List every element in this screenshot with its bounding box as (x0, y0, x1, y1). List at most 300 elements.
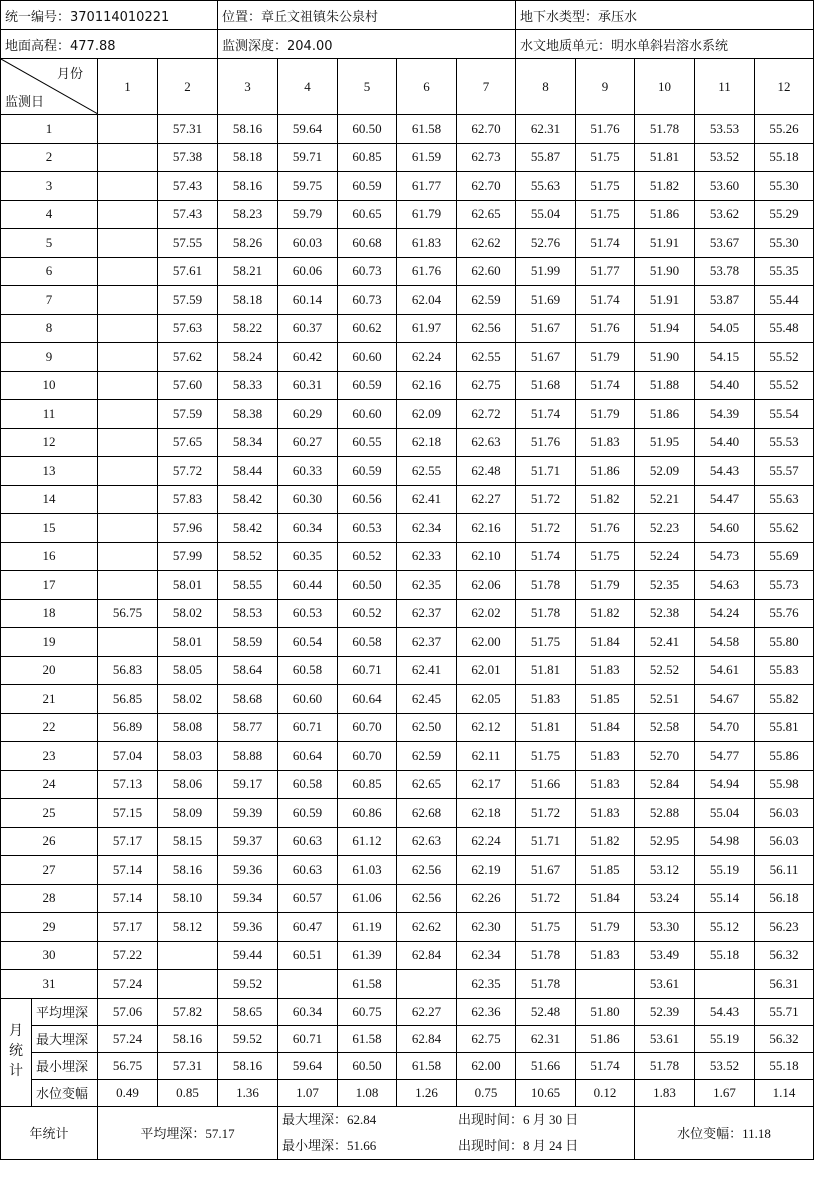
depth-cell: 58.52 (218, 542, 278, 571)
depth-cell: 62.19 (457, 856, 516, 885)
depth-cell: 62.70 (457, 115, 516, 144)
depth-cell: 58.10 (158, 884, 218, 913)
depth-cell: 62.30 (457, 913, 516, 942)
monthly-stat-group-char: 月 (9, 1024, 23, 1039)
depth-cell: 59.44 (218, 941, 278, 970)
depth-cell: 51.76 (576, 115, 635, 144)
depth-cell: 60.30 (278, 485, 338, 514)
depth-cell (98, 229, 158, 258)
table-row (1, 172, 814, 201)
depth-cell: 58.05 (158, 656, 218, 685)
depth-cell: 51.74 (576, 229, 635, 258)
stat-cell: 1.67 (695, 1079, 755, 1106)
depth-cell (98, 428, 158, 457)
depth-cell: 58.23 (218, 200, 278, 229)
depth-cell: 62.56 (397, 856, 457, 885)
depth-cell: 57.72 (158, 457, 218, 486)
stat-cell: 62.75 (457, 1025, 516, 1052)
depth-cell: 51.74 (516, 542, 576, 571)
depth-cell: 62.24 (457, 827, 516, 856)
depth-cell: 60.37 (278, 314, 338, 343)
depth-cell: 60.71 (338, 656, 397, 685)
depth-cell: 55.86 (755, 742, 814, 771)
depth-cell: 53.78 (695, 257, 755, 286)
table-row (1, 428, 814, 457)
depth-cell: 62.16 (457, 514, 516, 543)
depth-cell: 57.31 (158, 115, 218, 144)
month-header: 3 (218, 59, 278, 115)
depth-cell: 62.11 (457, 742, 516, 771)
depth-cell: 54.94 (695, 770, 755, 799)
depth-cell: 57.43 (158, 172, 218, 201)
depth-cell: 51.84 (576, 628, 635, 657)
depth-cell: 56.11 (755, 856, 814, 885)
stat-cell: 60.50 (338, 1052, 397, 1079)
depth-cell: 58.44 (218, 457, 278, 486)
depth-cell: 51.79 (576, 913, 635, 942)
depth-cell: 60.64 (278, 742, 338, 771)
table-row (1, 542, 814, 571)
depth-cell: 62.63 (397, 827, 457, 856)
day-label: 29 (1, 913, 98, 942)
depth-cell: 55.04 (695, 799, 755, 828)
depth-cell: 51.75 (576, 542, 635, 571)
depth-cell: 61.97 (397, 314, 457, 343)
depth-cell: 54.98 (695, 827, 755, 856)
depth-cell: 58.18 (218, 143, 278, 172)
depth-cell: 62.37 (397, 599, 457, 628)
stat-cell: 57.24 (98, 1025, 158, 1052)
depth-cell (98, 314, 158, 343)
depth-cell: 51.76 (576, 514, 635, 543)
depth-cell: 51.81 (516, 656, 576, 685)
depth-cell: 60.57 (278, 884, 338, 913)
stat-cell: 59.52 (218, 1025, 278, 1052)
depth-cell: 61.03 (338, 856, 397, 885)
depth-cell: 51.79 (576, 343, 635, 372)
depth-cell: 62.50 (397, 713, 457, 742)
depth-cell: 53.53 (695, 115, 755, 144)
depth-cell: 51.81 (635, 143, 695, 172)
depth-cell: 51.67 (516, 314, 576, 343)
depth-cell: 59.64 (278, 115, 338, 144)
depth-cell: 60.65 (338, 200, 397, 229)
day-label: 26 (1, 827, 98, 856)
month-header: 9 (576, 59, 635, 115)
depth-cell: 51.86 (635, 400, 695, 429)
depth-cell: 51.88 (635, 371, 695, 400)
depth-cell: 51.67 (516, 343, 576, 372)
depth-cell: 62.56 (457, 314, 516, 343)
depth-cell: 62.34 (397, 514, 457, 543)
table-row (1, 770, 814, 799)
depth-cell: 52.95 (635, 827, 695, 856)
depth-cell: 52.24 (635, 542, 695, 571)
depth-cell: 55.54 (755, 400, 814, 429)
depth-cell: 57.62 (158, 343, 218, 372)
depth-cell: 56.89 (98, 713, 158, 742)
depth-cell: 62.59 (397, 742, 457, 771)
depth-cell: 62.33 (397, 542, 457, 571)
depth-cell: 57.63 (158, 314, 218, 343)
depth-cell: 57.22 (98, 941, 158, 970)
depth-cell: 62.35 (397, 571, 457, 600)
depth-cell: 62.18 (397, 428, 457, 457)
depth-cell: 51.83 (576, 799, 635, 828)
month-header: 5 (338, 59, 397, 115)
yearly-range: 水位变幅：11.18 (635, 1106, 814, 1159)
yearly-max-depth: 最大埋深：62.84 (282, 1111, 377, 1127)
depth-cell: 61.77 (397, 172, 457, 201)
depth-cell: 58.33 (218, 371, 278, 400)
depth-cell: 62.65 (397, 770, 457, 799)
depth-cell: 62.16 (397, 371, 457, 400)
yearly-max-time: 出现时间：6 月 30 日 (458, 1111, 579, 1127)
stat-cell: 58.16 (218, 1052, 278, 1079)
depth-cell: 58.12 (158, 913, 218, 942)
day-label: 17 (1, 571, 98, 600)
depth-cell: 61.83 (397, 229, 457, 258)
depth-cell: 52.09 (635, 457, 695, 486)
monthly-stat-group-label (1, 998, 32, 1106)
depth-cell: 62.41 (397, 656, 457, 685)
depth-cell: 51.77 (576, 257, 635, 286)
day-label: 9 (1, 343, 98, 372)
depth-cell: 62.37 (397, 628, 457, 657)
depth-cell: 55.81 (755, 713, 814, 742)
depth-cell (98, 457, 158, 486)
depth-cell (576, 970, 635, 999)
depth-cell (98, 571, 158, 600)
depth-cell: 57.38 (158, 143, 218, 172)
depth-cell: 62.04 (397, 286, 457, 315)
stat-cell: 58.65 (218, 998, 278, 1025)
depth-cell: 51.82 (635, 172, 695, 201)
yearly-min-time: 出现时间：8 月 24 日 (458, 1137, 579, 1153)
depth-cell: 53.87 (695, 286, 755, 315)
yearly-min-depth: 最小埋深：51.66 (282, 1137, 377, 1153)
depth-cell: 51.82 (576, 485, 635, 514)
depth-cell: 58.26 (218, 229, 278, 258)
month-header: 6 (397, 59, 457, 115)
table-row (1, 713, 814, 742)
depth-cell: 61.19 (338, 913, 397, 942)
depth-cell: 58.16 (218, 115, 278, 144)
depth-cell: 52.38 (635, 599, 695, 628)
depth-cell: 51.78 (516, 970, 576, 999)
depth-cell: 52.88 (635, 799, 695, 828)
day-label: 13 (1, 457, 98, 486)
depth-cell: 60.53 (278, 599, 338, 628)
depth-cell: 51.83 (516, 685, 576, 714)
day-label: 16 (1, 542, 98, 571)
depth-cell: 51.84 (576, 884, 635, 913)
stat-cell: 1.07 (278, 1079, 338, 1106)
depth-cell: 60.64 (338, 685, 397, 714)
table-row (1, 257, 814, 286)
table-row (1, 115, 814, 144)
depth-cell: 56.18 (755, 884, 814, 913)
month-header: 4 (278, 59, 338, 115)
depth-cell: 51.78 (635, 115, 695, 144)
depth-cell: 62.63 (457, 428, 516, 457)
depth-cell: 59.39 (218, 799, 278, 828)
depth-cell: 59.17 (218, 770, 278, 799)
stat-cell: 10.65 (516, 1079, 576, 1106)
day-label: 27 (1, 856, 98, 885)
depth-cell: 60.63 (278, 856, 338, 885)
depth-cell: 53.60 (695, 172, 755, 201)
depth-cell (98, 115, 158, 144)
depth-cell: 59.34 (218, 884, 278, 913)
depth-cell: 55.35 (755, 257, 814, 286)
depth-cell (158, 941, 218, 970)
depth-cell: 62.10 (457, 542, 516, 571)
depth-cell: 58.06 (158, 770, 218, 799)
depth-cell: 51.76 (516, 428, 576, 457)
depth-cell: 60.50 (338, 115, 397, 144)
depth-cell (278, 970, 338, 999)
depth-cell: 52.52 (635, 656, 695, 685)
depth-cell: 55.80 (755, 628, 814, 657)
yearly-max-line (282, 1107, 634, 1133)
depth-cell: 60.85 (338, 143, 397, 172)
hydrogeologic-unit: 水文地质单元：明水单斜岩溶水系统 (516, 30, 814, 59)
depth-cell: 62.62 (457, 229, 516, 258)
depth-cell: 59.36 (218, 856, 278, 885)
depth-cell: 57.99 (158, 542, 218, 571)
depth-cell: 62.35 (457, 970, 516, 999)
depth-cell: 59.75 (278, 172, 338, 201)
depth-cell: 57.65 (158, 428, 218, 457)
depth-cell: 55.69 (755, 542, 814, 571)
depth-cell: 62.05 (457, 685, 516, 714)
depth-cell: 51.75 (576, 143, 635, 172)
stat-cell: 60.34 (278, 998, 338, 1025)
stat-cell: 51.78 (635, 1052, 695, 1079)
stat-cell: 60.71 (278, 1025, 338, 1052)
table-row (1, 884, 814, 913)
depth-cell: 62.01 (457, 656, 516, 685)
table-row (1, 856, 814, 885)
monthly-stat-row (1, 998, 814, 1025)
depth-cell: 55.52 (755, 343, 814, 372)
corner-month-label: 月份 (56, 66, 83, 81)
table-row (1, 400, 814, 429)
depth-cell: 52.21 (635, 485, 695, 514)
depth-cell: 62.60 (457, 257, 516, 286)
table-row (1, 286, 814, 315)
depth-cell: 57.13 (98, 770, 158, 799)
month-header: 7 (457, 59, 516, 115)
depth-cell: 51.74 (576, 371, 635, 400)
depth-cell: 60.44 (278, 571, 338, 600)
table-row (1, 827, 814, 856)
depth-cell: 60.52 (338, 542, 397, 571)
depth-cell: 62.68 (397, 799, 457, 828)
depth-cell: 55.44 (755, 286, 814, 315)
depth-cell: 55.14 (695, 884, 755, 913)
table-row (1, 371, 814, 400)
monthly-stat-group-char: 计 (9, 1064, 23, 1079)
depth-cell: 51.84 (576, 713, 635, 742)
depth-cell: 58.02 (158, 599, 218, 628)
depth-cell: 51.67 (516, 856, 576, 885)
depth-cell (98, 400, 158, 429)
depth-cell: 62.02 (457, 599, 516, 628)
depth-cell: 60.35 (278, 542, 338, 571)
depth-cell: 60.27 (278, 428, 338, 457)
yearly-avg-depth: 平均埋深：57.17 (98, 1106, 278, 1159)
depth-cell: 55.30 (755, 172, 814, 201)
depth-cell: 53.62 (695, 200, 755, 229)
depth-cell: 57.17 (98, 827, 158, 856)
depth-cell: 57.17 (98, 913, 158, 942)
depth-cell: 51.72 (516, 485, 576, 514)
depth-cell: 58.68 (218, 685, 278, 714)
depth-cell: 53.67 (695, 229, 755, 258)
day-label: 20 (1, 656, 98, 685)
depth-cell: 61.59 (397, 143, 457, 172)
stat-cell: 51.86 (576, 1025, 635, 1052)
depth-cell: 55.53 (755, 428, 814, 457)
depth-cell: 51.86 (576, 457, 635, 486)
depth-cell: 51.85 (576, 685, 635, 714)
table-row (1, 485, 814, 514)
month-header: 10 (635, 59, 695, 115)
stat-cell: 57.31 (158, 1052, 218, 1079)
depth-cell: 56.32 (755, 941, 814, 970)
depth-cell (98, 485, 158, 514)
stat-cell: 53.52 (695, 1052, 755, 1079)
depth-cell: 52.76 (516, 229, 576, 258)
depth-cell: 55.76 (755, 599, 814, 628)
day-label: 19 (1, 628, 98, 657)
depth-cell: 57.24 (98, 970, 158, 999)
depth-cell: 61.58 (338, 970, 397, 999)
depth-cell: 57.59 (158, 286, 218, 315)
depth-cell: 62.09 (397, 400, 457, 429)
depth-cell: 60.50 (338, 571, 397, 600)
table-row (1, 571, 814, 600)
day-label: 15 (1, 514, 98, 543)
depth-cell: 57.55 (158, 229, 218, 258)
depth-cell: 51.91 (635, 229, 695, 258)
depth-cell: 55.29 (755, 200, 814, 229)
yearly-label: 年统计 (1, 1106, 98, 1159)
depth-cell: 59.71 (278, 143, 338, 172)
depth-cell: 54.39 (695, 400, 755, 429)
depth-cell: 58.03 (158, 742, 218, 771)
day-label: 28 (1, 884, 98, 913)
month-header: 8 (516, 59, 576, 115)
depth-cell (98, 542, 158, 571)
depth-cell (98, 286, 158, 315)
depth-cell: 60.03 (278, 229, 338, 258)
depth-cell: 58.18 (218, 286, 278, 315)
stat-cell: 55.71 (755, 998, 814, 1025)
depth-cell: 52.23 (635, 514, 695, 543)
depth-cell: 51.75 (516, 742, 576, 771)
depth-cell: 62.55 (457, 343, 516, 372)
depth-cell: 51.99 (516, 257, 576, 286)
depth-cell: 62.06 (457, 571, 516, 600)
stat-cell: 1.83 (635, 1079, 695, 1106)
depth-cell: 56.03 (755, 827, 814, 856)
depth-cell: 53.52 (695, 143, 755, 172)
monthly-stat-row (1, 1025, 814, 1052)
stat-label: 平均埋深 (32, 998, 98, 1025)
depth-cell: 58.08 (158, 713, 218, 742)
day-label: 30 (1, 941, 98, 970)
depth-cell: 54.24 (695, 599, 755, 628)
depth-cell: 55.57 (755, 457, 814, 486)
depth-cell: 51.91 (635, 286, 695, 315)
depth-cell: 57.83 (158, 485, 218, 514)
day-label: 1 (1, 115, 98, 144)
depth-cell: 51.72 (516, 884, 576, 913)
depth-cell: 55.82 (755, 685, 814, 714)
corner-day-label: 监测日 (5, 94, 45, 109)
day-label: 7 (1, 286, 98, 315)
depth-cell: 51.78 (516, 571, 576, 600)
depth-cell: 52.51 (635, 685, 695, 714)
depth-cell: 54.60 (695, 514, 755, 543)
depth-cell: 62.75 (457, 371, 516, 400)
depth-cell: 54.40 (695, 371, 755, 400)
stat-cell: 52.48 (516, 998, 576, 1025)
table-row (1, 970, 814, 999)
depth-cell: 51.72 (516, 514, 576, 543)
depth-cell: 56.83 (98, 656, 158, 685)
depth-cell: 55.18 (695, 941, 755, 970)
depth-cell: 61.79 (397, 200, 457, 229)
stat-cell: 0.49 (98, 1079, 158, 1106)
monthly-stat-group-char: 统 (9, 1044, 23, 1059)
depth-cell: 62.34 (457, 941, 516, 970)
depth-cell: 57.15 (98, 799, 158, 828)
depth-cell: 51.75 (516, 628, 576, 657)
stat-cell: 0.75 (457, 1079, 516, 1106)
day-label: 4 (1, 200, 98, 229)
depth-cell: 51.72 (516, 799, 576, 828)
yearly-extremes (278, 1106, 635, 1159)
depth-cell (695, 970, 755, 999)
stat-cell: 1.26 (397, 1079, 457, 1106)
table-row (1, 742, 814, 771)
depth-cell: 51.75 (516, 913, 576, 942)
depth-cell: 51.83 (576, 770, 635, 799)
depth-cell: 62.18 (457, 799, 516, 828)
stat-cell: 51.80 (576, 998, 635, 1025)
stat-cell: 62.31 (516, 1025, 576, 1052)
depth-cell: 51.82 (576, 599, 635, 628)
stat-cell: 61.58 (397, 1052, 457, 1079)
depth-cell: 55.04 (516, 200, 576, 229)
depth-cell: 52.41 (635, 628, 695, 657)
depth-cell: 51.90 (635, 343, 695, 372)
stat-cell: 52.39 (635, 998, 695, 1025)
day-label: 12 (1, 428, 98, 457)
depth-cell: 60.14 (278, 286, 338, 315)
depth-cell: 60.47 (278, 913, 338, 942)
depth-cell: 55.83 (755, 656, 814, 685)
stat-cell: 58.16 (158, 1025, 218, 1052)
depth-cell: 62.56 (397, 884, 457, 913)
depth-cell: 62.48 (457, 457, 516, 486)
day-label: 21 (1, 685, 98, 714)
depth-cell: 62.73 (457, 143, 516, 172)
